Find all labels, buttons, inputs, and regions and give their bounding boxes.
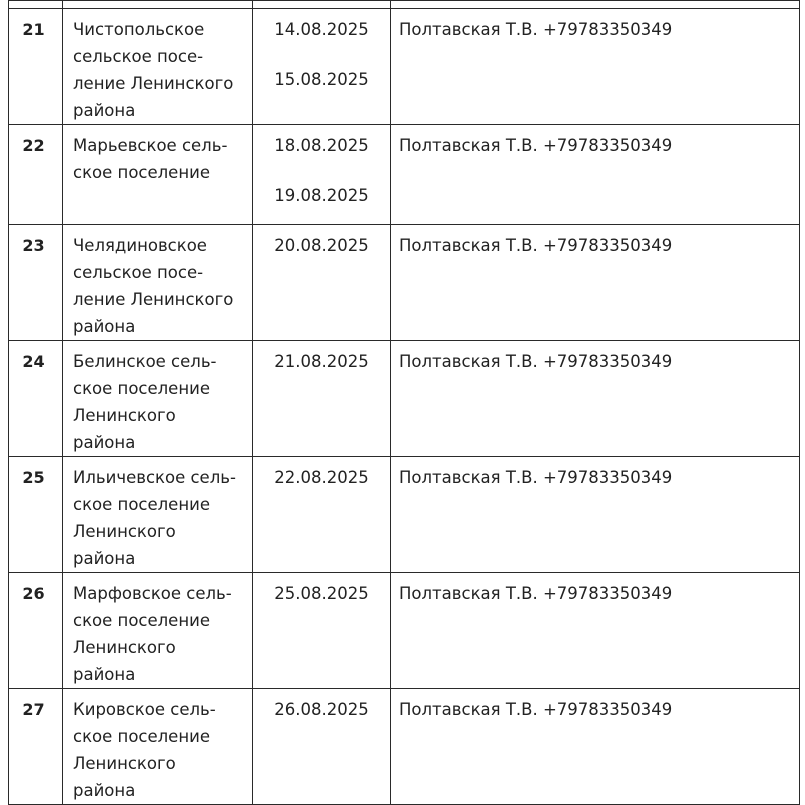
row-number: 21 [9,9,63,125]
row-number: 22 [9,125,63,225]
settlement-name-line: района [73,549,136,568]
previous-row-cell [9,1,63,9]
settlement-name-line: ление Ленинского [73,74,234,93]
settlement-name-line: сельское посе- [73,47,204,66]
settlement-name-line: Челядиновское [73,236,207,255]
table-row [9,125,800,225]
dates-cell [253,457,391,573]
schedule-table [8,0,800,805]
settlement-name-line: ское поселение [73,611,210,630]
row-number: 25 [9,457,63,573]
date-value: 19.08.2025 [274,186,369,205]
settlement-name-line: Марфовское сель- [73,584,232,603]
settlement-name-line: ское поселение [73,163,210,182]
table-row [9,341,800,457]
settlement-name-cell [63,9,253,125]
previous-row-cell [63,1,253,9]
settlement-name-line: Ленинского [73,754,176,773]
row-number: 23 [9,225,63,341]
settlement-name-line: Марьевское сель- [73,136,228,155]
schedule-table-body [9,1,800,805]
dates-cell [253,341,391,457]
table-row [9,9,800,125]
settlement-name-line: Ильичевское сель- [73,468,236,487]
settlement-name-line: ское поселение [73,379,210,398]
settlement-name-line: Белинское сель- [73,352,217,371]
settlement-name-cell [63,341,253,457]
settlement-name-line: ское поселение [73,727,210,746]
settlement-name-cell [63,573,253,689]
table-row [9,225,800,341]
dates-cell [253,125,391,225]
dates-cell [253,573,391,689]
settlement-name-cell [63,689,253,805]
date-value: 15.08.2025 [274,70,369,89]
contact-cell: Полтавская Т.В. +79783350349 [391,341,800,457]
dates-cell [253,689,391,805]
row-number: 27 [9,689,63,805]
contact-cell: Полтавская Т.В. +79783350349 [391,689,800,805]
contact-cell: Полтавская Т.В. +79783350349 [391,225,800,341]
settlement-name-line: ское поселение [73,495,210,514]
dates-cell [253,9,391,125]
date-value: 25.08.2025 [274,584,369,603]
date-value: 18.08.2025 [274,136,369,155]
table-row [9,689,800,805]
settlement-name-cell [63,225,253,341]
settlement-name-line: Ленинского [73,522,176,541]
settlement-name-cell [63,457,253,573]
row-number: 24 [9,341,63,457]
date-value: 20.08.2025 [274,236,369,255]
table-row [9,573,800,689]
contact-cell: Полтавская Т.В. +79783350349 [391,125,800,225]
settlement-name-line: Чистопольское [73,20,205,39]
date-value: 26.08.2025 [274,700,369,719]
contact-cell: Полтавская Т.В. +79783350349 [391,573,800,689]
previous-row-cell [253,1,391,9]
date-value: 22.08.2025 [274,468,369,487]
previous-row-cell [391,1,800,9]
previous-row-remnant [9,1,800,9]
contact-cell: Полтавская Т.В. +79783350349 [391,9,800,125]
settlement-name-line: района [73,101,136,120]
settlement-name-line: района [73,781,136,800]
settlement-name-line: района [73,433,136,452]
settlement-name-line: ление Ленинского [73,290,234,309]
settlement-name-line: района [73,665,136,684]
settlement-name-line: Ленинского [73,638,176,657]
settlement-name-line: Кировское сель- [73,700,216,719]
date-value: 14.08.2025 [274,20,369,39]
date-value: 21.08.2025 [274,352,369,371]
table-row [9,457,800,573]
settlement-name-line: сельское посе- [73,263,204,282]
dates-cell [253,225,391,341]
row-number: 26 [9,573,63,689]
settlement-name-line: Ленинского [73,406,176,425]
contact-cell: Полтавская Т.В. +79783350349 [391,457,800,573]
settlement-name-line: района [73,317,136,336]
settlement-name-cell [63,125,253,225]
